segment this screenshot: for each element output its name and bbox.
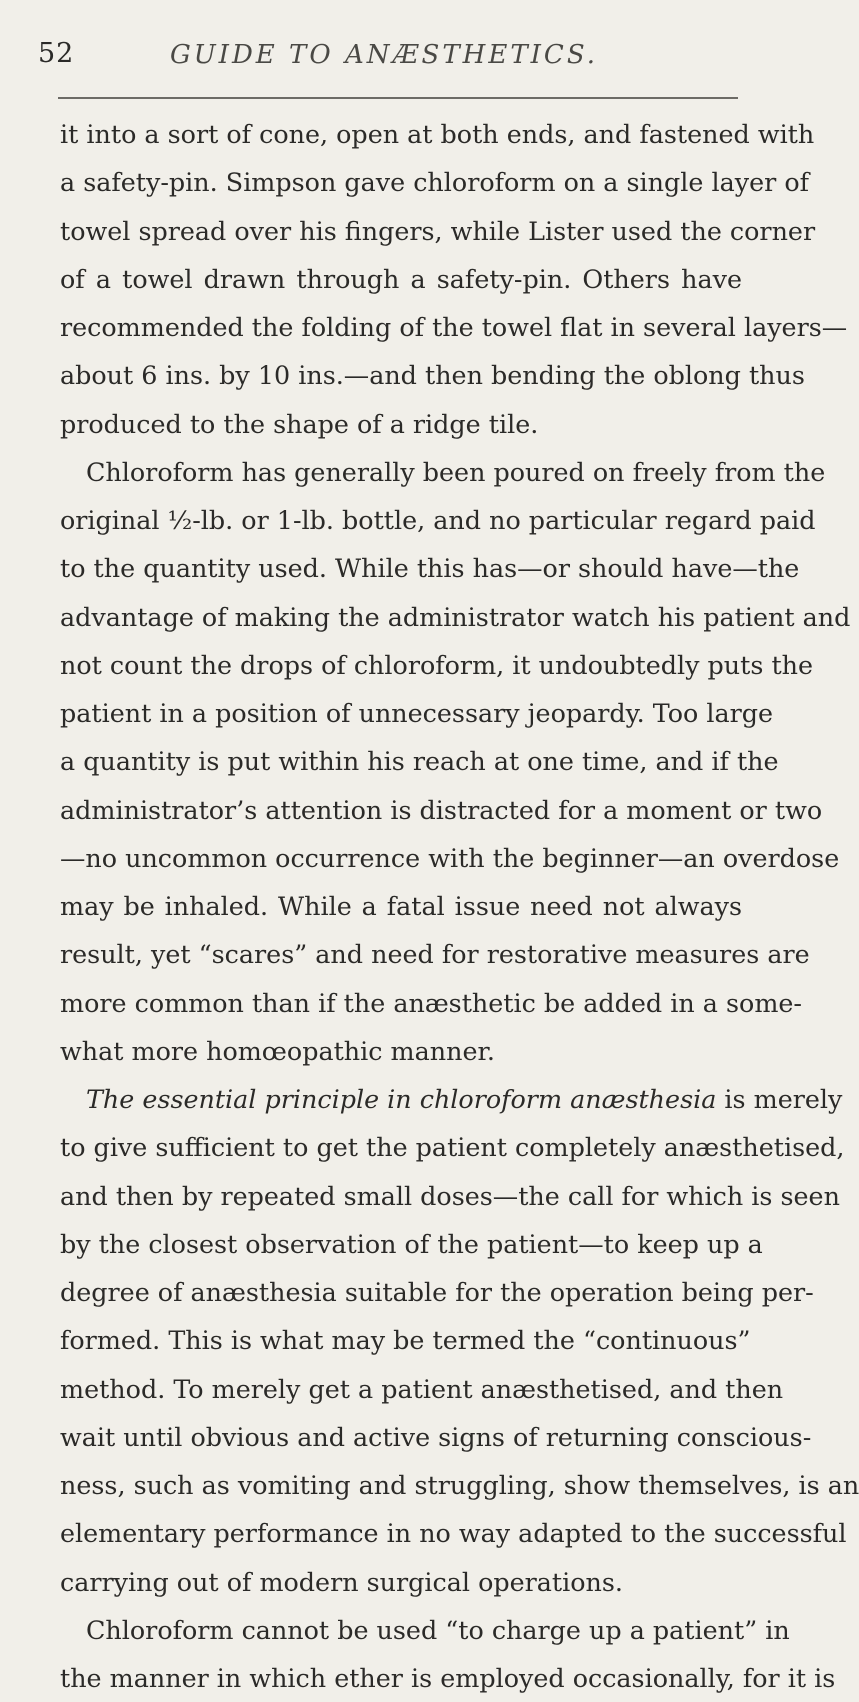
text-line: a safety-pin. Simpson gave chloroform on a single layer of (60, 167, 809, 198)
text-line: produced to the shape of a ridge tile. (60, 408, 539, 439)
text-line: not count the drops of chloroform, it undoubtedly puts the (60, 649, 814, 680)
running-title: GUIDE TO ANÆSTHETICS. (170, 40, 598, 70)
text-line: carrying out of modern surgical operations. (60, 1566, 623, 1597)
text-line: a quantity is put within his reach at one time, and if the (60, 746, 779, 777)
text-line: —no uncommon occurrence with the beginner—an overdose (60, 842, 840, 873)
text-line: original ½-lb. or 1-lb. bottle, and no particular regard paid (60, 505, 816, 535)
text-line: method. To merely get a patient anæsthetised, and then (60, 1373, 784, 1404)
text-line: and then by repeated small doses—the call for which is seen (60, 1180, 840, 1211)
italic-lead: The essential principle in chloroform anæsthesia (86, 1084, 717, 1114)
text-line: administrator’s attention is distracted for a moment or two (60, 794, 823, 825)
text-line: by the closest observation of the patient—to keep up a (60, 1228, 763, 1259)
header-rule (58, 97, 738, 99)
text-line: formed. This is what may be termed the “continuous” (60, 1325, 751, 1356)
text-line: the manner in which ether is employed occasionally, for it is (60, 1663, 836, 1693)
text-line: of a towel drawn through a safety-pin. Others have (60, 263, 742, 294)
running-head (38, 38, 758, 78)
text-line: wait until obvious and active signs of returning conscious- (60, 1421, 812, 1452)
text-run: is merely (716, 1084, 843, 1114)
text-line (60, 1075, 843, 1123)
text-line: Chloroform has generally been poured on freely from the (86, 456, 826, 487)
text-line: to give sufficient to get the patient completely anæsthetised, (60, 1132, 845, 1163)
text-line: ness, such as vomiting and struggling, show themselves, is an (60, 1470, 859, 1500)
text-line: elementary performance in no way adapted to the successful (60, 1518, 847, 1549)
text-line: advantage of making the administrator watch his patient and (60, 601, 851, 632)
text-line: recommended the folding of the towel flat in several layers— (60, 312, 848, 342)
body-text (60, 110, 859, 1702)
text-line: about 6 ins. by 10 ins.—and then bending the oblong thus (60, 360, 805, 391)
text-line: result, yet “scares” and need for restorative measures are (60, 939, 810, 970)
text-line: degree of anæsthesia suitable for the operation being per- (60, 1277, 814, 1307)
text-line: what more homœopathic manner. (60, 1035, 495, 1066)
page-number: 52 (38, 38, 75, 69)
text-line: to the quantity used. While this has—or should have—the (60, 553, 800, 584)
text-line: it into a sort of cone, open at both ends, and fastened with (60, 119, 815, 149)
text-line: patient in a position of unnecessary jeopardy. Too large (60, 698, 774, 728)
text-line: may be inhaled. While a fatal issue need not always (60, 891, 742, 921)
text-line: towel spread over his fingers, while Lister used the corner (60, 215, 816, 246)
text-line: more common than if the anæsthetic be added in a some- (60, 987, 803, 1018)
text-line: Chloroform cannot be used “to charge up a patient” in (86, 1614, 790, 1645)
